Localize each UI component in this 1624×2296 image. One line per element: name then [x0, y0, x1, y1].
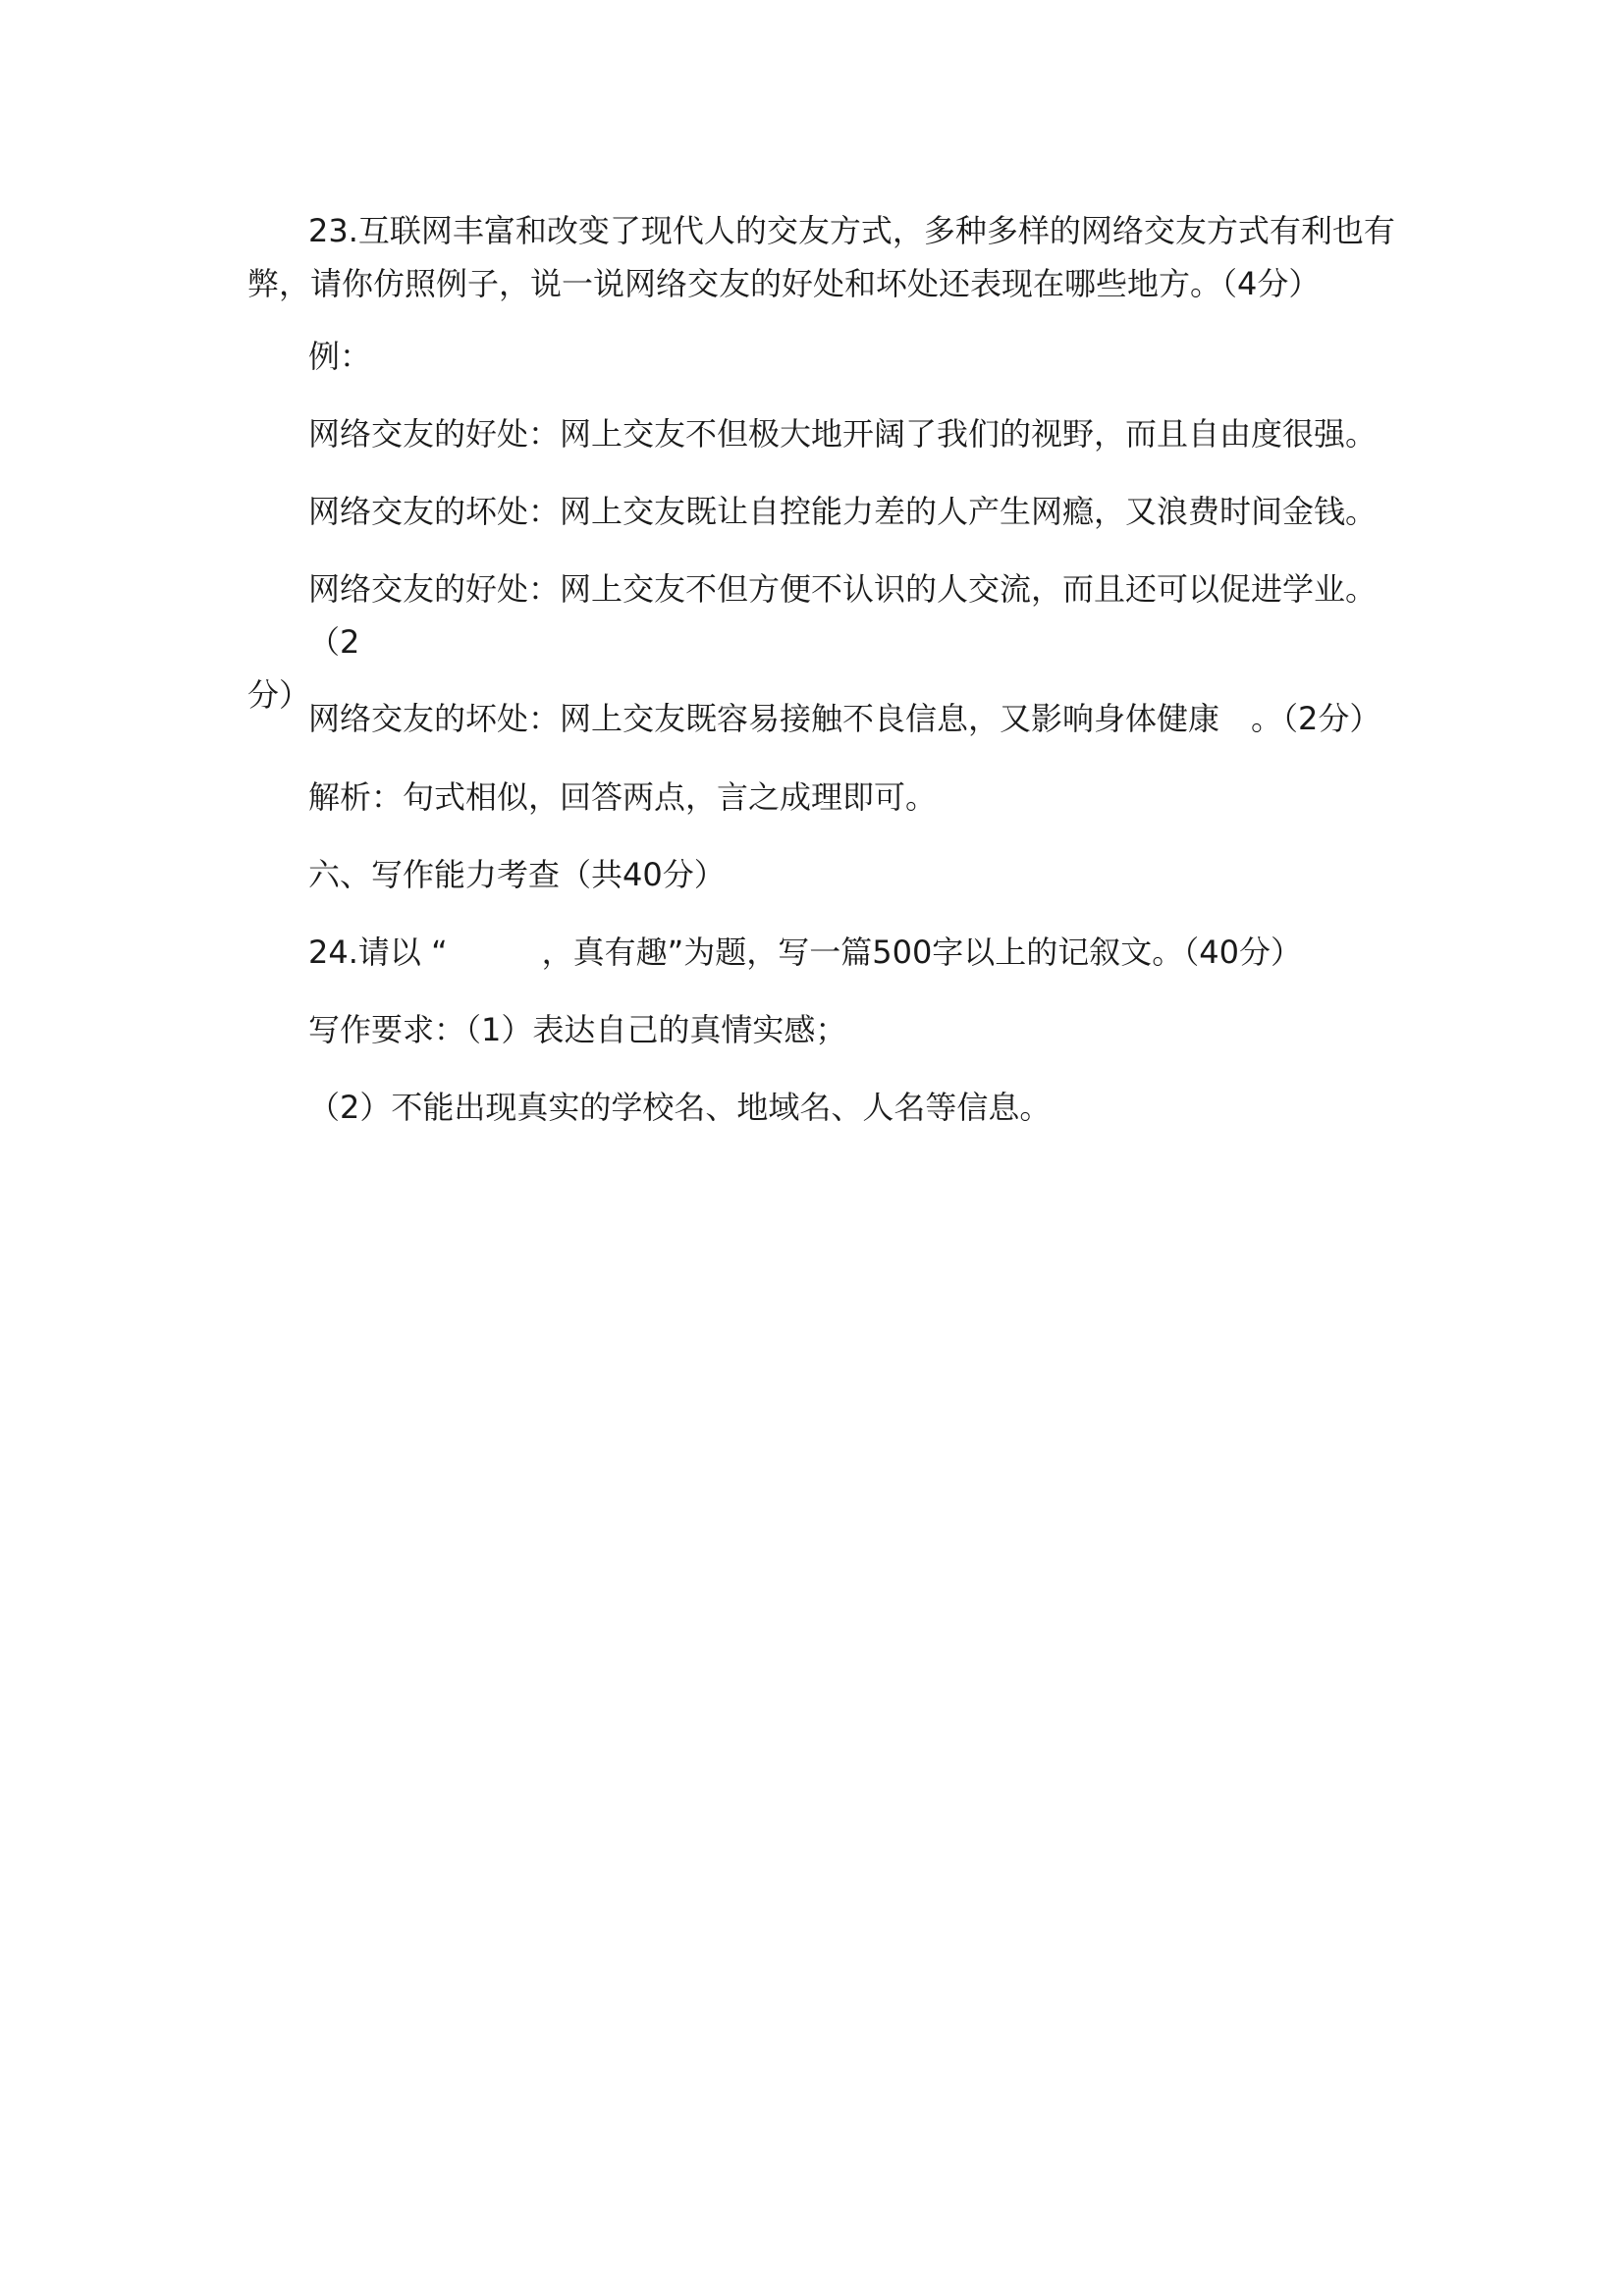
- answer-good-line-1: 网络交友的好处：网上交友不但方便不认识的人交流，而且还可以促进学业。（2: [308, 570, 1378, 661]
- question-23-line-1: 23.互联网丰富和改变了现代人的交友方式，多种多样的网络交友方式有利也有: [308, 212, 1395, 249]
- question-23: [247, 204, 1396, 310]
- analysis-text: 解析：句式相似，回答两点，言之成理即可。: [308, 778, 938, 816]
- writing-requirement-2: （2）不能出现真实的学校名、地域名、人名等信息。: [308, 1089, 1052, 1126]
- question-24: 24.请以 “ ，真有趣”为题，写一篇500字以上的记叙文。（40分）: [308, 934, 1303, 971]
- section-6-title: 六、写作能力考查（共40分）: [308, 856, 726, 893]
- example-bad-point: 网络交友的坏处：网上交友既让自控能力差的人产生网瘾，又浪费时间金钱。: [308, 493, 1378, 530]
- writing-requirement-1: 写作要求：（1）表达自己的真情实感；: [308, 1011, 847, 1048]
- question-23-line-2: 弊，请你仿照例子，说一说网络交友的好处和坏处还表现在哪些地方。（4分）: [247, 265, 1321, 302]
- answer-good-line-2: 分）: [247, 676, 311, 714]
- answer-bad-point: 网络交友的坏处：网上交友既容易接触不良信息，又影响身体健康 。（2分）: [308, 700, 1381, 737]
- example-label: 例：: [308, 338, 372, 375]
- example-good-point: 网络交友的好处：网上交友不但极大地开阔了我们的视野，而且自由度很强。: [308, 415, 1378, 453]
